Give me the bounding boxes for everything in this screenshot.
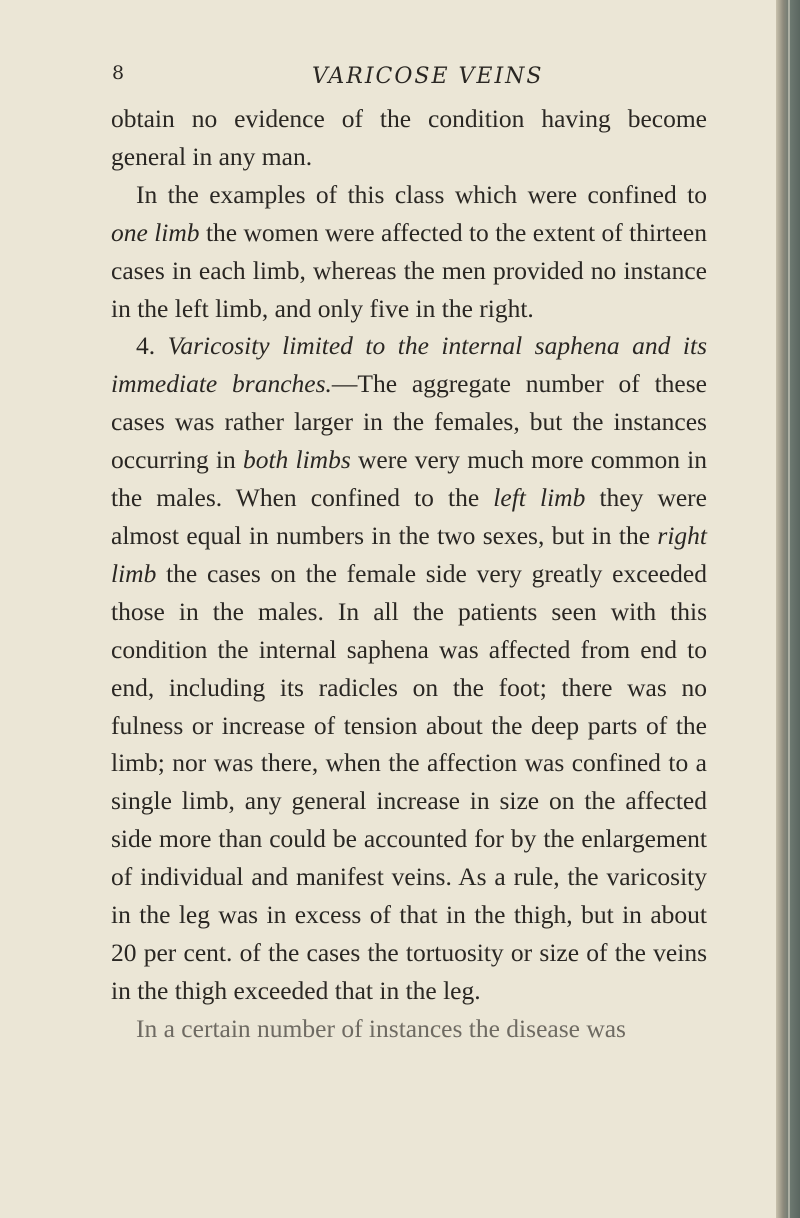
section-heading: Varicosity limited to the internal saphena and its immediate branches. [111, 331, 707, 399]
paragraph-3-italic-left-limb: left limb [493, 483, 586, 513]
paragraph-3 [111, 327, 707, 1009]
paragraph-3-italic-right-limb: right limb [111, 520, 707, 588]
paragraph-2 [111, 176, 707, 328]
page-number: 8 [112, 62, 125, 84]
paragraph-4-text: In a certain number of instances the disease was [136, 1013, 626, 1043]
page-edge-highlight [788, 0, 790, 1218]
paragraph-2-italic: one limb [111, 217, 200, 247]
body-text [111, 100, 707, 1048]
running-head: VARICOSE VEINS [312, 64, 544, 89]
paragraph-3-italic-both-limbs: both limbs [242, 445, 351, 475]
paragraph-2-text-b: the women were affected to the extent of thirteen cases in each limb, whereas the men provided no instance in the left limb, and only five in the right. [111, 217, 708, 323]
paragraph-1-text: obtain no evidence of the condition having become general in any man. [111, 104, 707, 171]
paragraph-4 [111, 1010, 707, 1048]
paragraph-2-text-a: In the examples of this class which were confined to [136, 179, 707, 209]
section-number: 4. [136, 331, 168, 361]
paragraph-3-text-c: they were almost equal in numbers in the two sexes, but in the [111, 483, 707, 550]
paragraph-3-text-a: —The aggregate number of these cases was rather larger in the females, but the instances occurring in [111, 369, 707, 475]
paragraph-3-text-d: the cases on the female side very greatly exceeded those in the males. In all the patients seen with this condition the internal saphena was affected from end to end, including its radicles on the foot; there was no fulness or increase of tension about the deep parts of the limb; nor was there, when the affection was confined to a single limb, any general increase in size on the affected side more than could be accounted for by the enlargement of individual and manifest veins. As a rule, the varicosity in the leg was in excess of that in the thigh, but in about 20 per cent. of the cases the tortuosity or size of the veins in the thigh exceeded that in the leg. [111, 558, 707, 1005]
paragraph-1 [111, 100, 707, 176]
paragraph-3-text-b: were very much more common in the males. When confined to the [111, 445, 708, 513]
